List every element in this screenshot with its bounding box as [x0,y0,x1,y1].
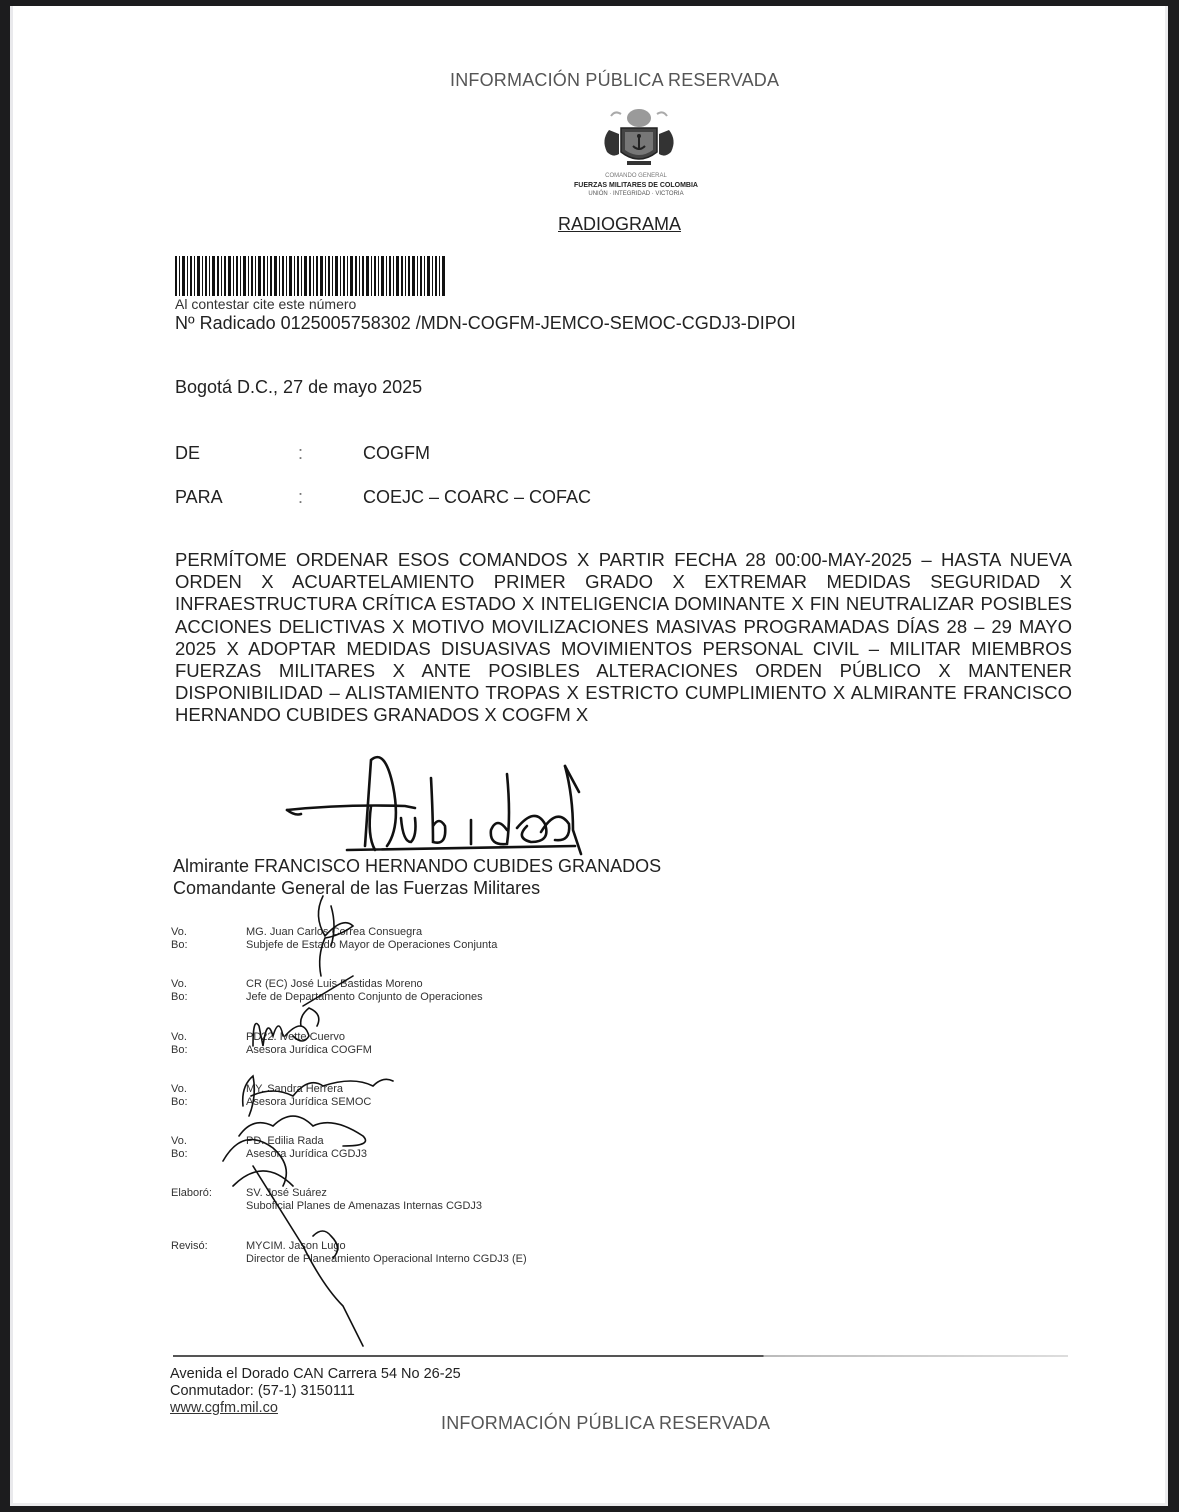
signer-name: Almirante FRANCISCO HERNANDO CUBIDES GRANADOS [173,856,662,876]
signature-icon [275,746,615,858]
approval-name: MYCIM. Jason Lugo [246,1240,346,1252]
document-title: RADIOGRAMA [558,214,682,234]
approval-title: Suboficial Planes de Amenazas Internas CGDJ3 [246,1200,483,1212]
crest-caption [561,172,711,199]
footer-phone: Conmutador: (57-1) 3150111 [170,1383,355,1399]
document-page [10,6,1168,1506]
approval-role: Revisó: [171,1240,208,1252]
from-separator: : [298,443,304,463]
crest-line-1: COMANDO GENERAL [605,173,667,179]
approval-role: Vo. Bo: [171,1083,188,1108]
to-label: PARA [175,487,223,507]
from-label: DE [175,443,201,463]
approval-title: Asesora Jurídica COGFM [246,1044,372,1056]
approval-name: PD. Edilia Rada [246,1135,324,1147]
crest-line-2: FUERZAS MILITARES DE COLOMBIA [574,182,698,189]
approval-role: Vo. Bo: [171,1135,188,1160]
approval-role: Vo. Bo: [171,926,188,951]
approval-name: SV. José Suárez [246,1187,327,1199]
classification-header: INFORMACIÓN PÚBLICA RESERVADA [450,70,780,90]
approval-role: Elaboró: [171,1187,212,1199]
approval-name: MY. Sandra Herrera [246,1083,344,1095]
to-value: COEJC – COARC – COFAC [363,487,592,507]
approval-name: CR (EC) José Luis Bastidas Moreno [246,978,423,990]
footer-website-link[interactable]: www.cgfm.mil.co [170,1400,278,1416]
crest-line-3: UNIÓN · INTEGRIDAD · VICTORIA [588,191,684,197]
footer-address: Avenida el Dorado CAN Carrera 54 No 26-25 [170,1366,461,1382]
signer-block [173,855,661,899]
approval-title: Asesora Jurídica SEMOC [246,1096,372,1108]
approval-name: PD22. Ivette Cuervo [246,1031,346,1043]
signer-position: Comandante General de las Fuerzas Militares [173,878,541,898]
approval-title: Director de Planeamiento Operacional Interno CGDJ3 (E) [246,1253,527,1265]
radicado-number: Nº Radicado 0125005758302 /MDN-COGFM-JEMCO-SEMOC-CGDJ3-DIPOI [175,313,796,333]
approval-title: Asesora Jurídica CGDJ3 [246,1148,368,1160]
message-body: PERMÍTOME ORDENAR ESOS COMANDOS X PARTIR FECHA 28 00:00-MAY-2025 – HASTA NUEVA ORDEN X ACUARTELAMIENTO PRIMER GRADO X EXTREMAR MEDIDAS SEGURIDAD X INFRAESTRUCTURA CRÍTICA ESTADO X INTELIGENCIA DOMINANTE X FIN NEUTRALIZAR POSIBLES ACCIONES DELICTIVAS X MOTIVO MOVILIZACIONES MASIVAS PROGRAMADAS DÍAS 28 – 29 MAYO 2025 X ADOPTAR MEDIDAS DISUASIVAS MOVIMIENTOS PERSONAL CIVIL – MILITAR MIEMBROS FUERZAS MILITARES X ANTE POSIBLES ALTERACIONES ORDEN PÚBLICO X MANTENER DISPONIBILIDAD – ALISTAMIENTO TROPAS X ESTRICTO CUMPLIMIENTO X ALMIRANTE FRANCISCO HERNANDO CUBIDES GRANADOS X COGFM X [175,549,1072,726]
approval-title: Subjefe de Estado Mayor de Operaciones Conjunta [246,939,498,951]
footer-divider [173,1355,1068,1357]
approval-role: Vo. Bo: [171,1031,188,1056]
from-value: COGFM [363,443,430,463]
classification-footer: INFORMACIÓN PÚBLICA RESERVADA [441,1413,771,1433]
approval-role: Vo. Bo: [171,978,188,1003]
barcode-icon [175,256,445,296]
military-crest-icon [589,106,689,168]
initials-signatures-icon [213,886,413,1356]
approval-name: MG. Juan Carlos Correa Consuegra [246,926,423,938]
approval-title: Jefe de Departamento Conjunto de Operaciones [246,991,483,1003]
cite-note: Al contestar cite este número [175,296,357,312]
footer-block [170,1366,461,1417]
date-line: Bogotá D.C., 27 de mayo 2025 [175,377,423,397]
to-separator: : [298,487,304,507]
